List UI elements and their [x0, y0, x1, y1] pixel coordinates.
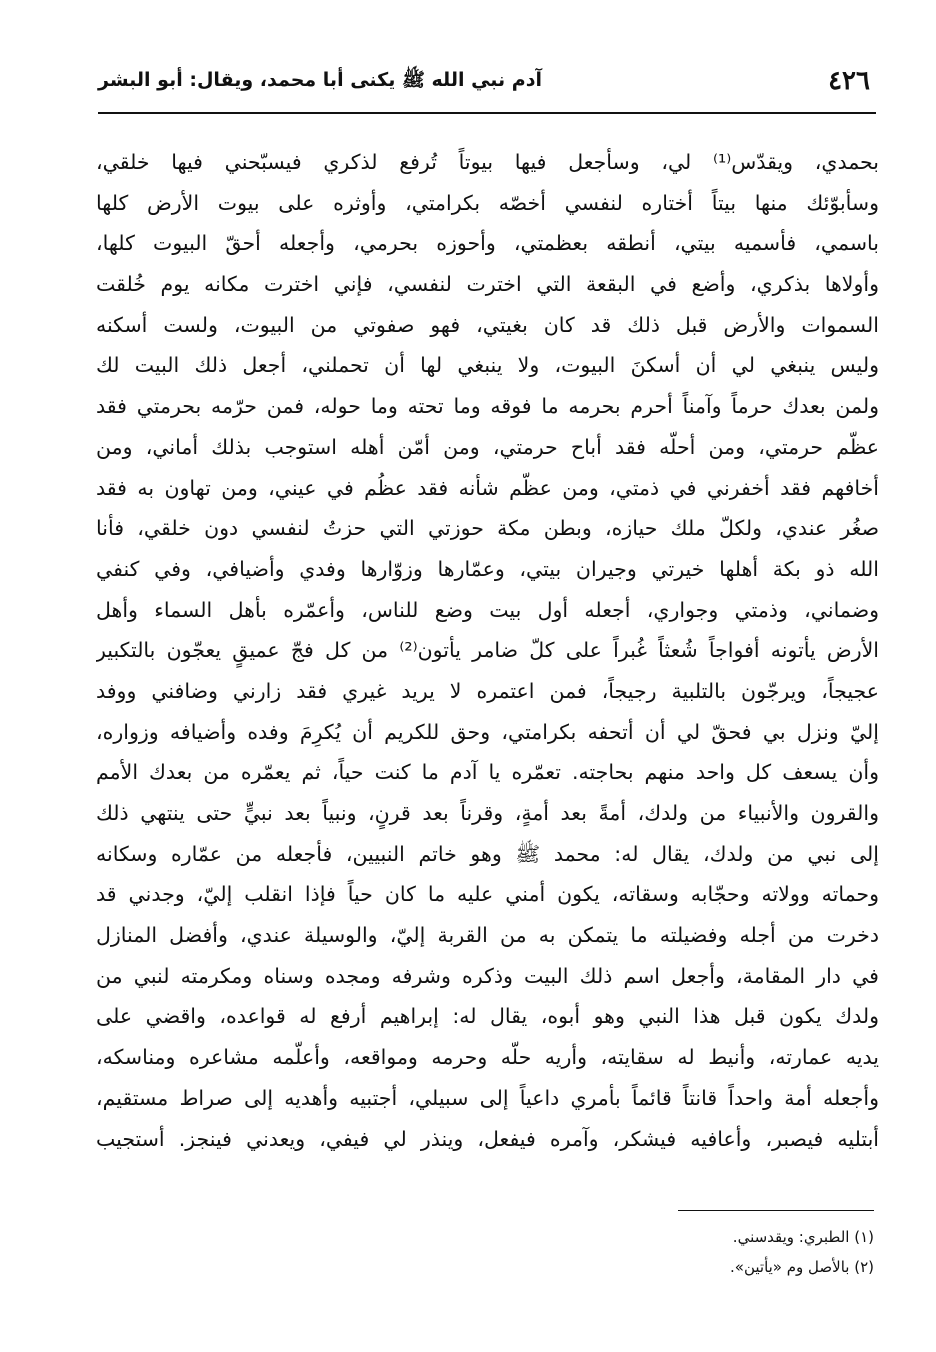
- text-line: أبتليه فيصبر، وأعافيه فيشكر، وآمره فيفعل، وينذر لي فيفي، ويعدني فينجز. أستجيب: [96, 1126, 879, 1151]
- text-line: وضماني، وذمتي وجواري، أجعله أول بيت وضع للناس، وأعمّره بأهل السماء وأهل: [96, 597, 879, 622]
- page-number: ٤٢٦: [828, 66, 870, 96]
- text-line: عجيجاً، ويرجّون بالتلبية رجيجاً، فمن اعتمره لا يريد غيري فقد زارني وضافني ووفد: [96, 678, 879, 703]
- text-line: وحماته وولاته وحجّابه وسقاته، يكون أمني عليه ما كان حياً فإذا انقلب إليّ، وجدني قد: [96, 882, 879, 907]
- page-header: [98, 62, 876, 114]
- text-line: بحمدي، ويقدّس⁽¹⁾ لي، وسأجعل فيها بيوتاً تُرفع لذكري فيسبّحني فيها خلقي،: [96, 150, 879, 174]
- text-line: عظّم حرمتي، ومن أحلّه فقد أباح حرمتي، ومن أمّن أهله استوجب بذلك أماني، ومن: [96, 434, 879, 459]
- text-line: إليّ ونزل بي فحقّ لي أن أتحفه بكرامتي، وحق للكريم أن يُكرِمَ وفده وأضيافه وزواره،: [96, 719, 879, 744]
- text-line: والقرون والأنبياء من ولدك، أمةً بعد أمةٍ، وقرناً بعد قرنٍ، ونبياً بعد نبيٍّ حتى ينتهي ذلك: [96, 801, 879, 825]
- text-line: الأرض يأتونه أفواجاً شُعثاً غُبراً على كلّ ضامر يأتون⁽²⁾ من كل فجّ عميقٍ يعجّون بالتكبير: [96, 638, 879, 663]
- text-line: وأن يسعف كل واحد منهم بحاجته. تعمّره يا آدم ما كنت حياً، ثم يعمّره من بعدك الأمم: [96, 760, 879, 785]
- text-line: أخافهم فقد أخفرني في ذمتي، ومن عظّم شأنه فقد عظُم في عيني، ومن تهاون به فقد: [96, 475, 879, 500]
- text-line: دخرت من أجله وفضيلته ما يتمكن به من القربة إليّ، والوسيلة عندي، وأفضل المنازل: [96, 923, 879, 948]
- text-line: صغُر عندي، ولكلّ ملك حيازه، وبطن مكة حوزتي التي حزتُ لنفسي دون خلقي، فأنا: [96, 516, 879, 541]
- text-line: ولمن بعدك حرماً وآمناً أحرم بحرمه ما فوقه وما تحته وما حوله، فمن حرّمه بحرمتي فقد: [96, 394, 879, 419]
- text-line: وأولاها بذكري، وأضع في البقعة التي اخترت لنفسي، فإني اخترت مكانه يوم خُلقت: [96, 272, 879, 297]
- footnote: (١) الطبري: ويقدسني.: [732, 1228, 874, 1246]
- footnotes: [374, 1222, 874, 1282]
- text-line: وليس ينبغي لي أن أسكنَ البيوت، ولا ينبغي لها أن تحملني، أجعل ذلك البيت لك: [96, 353, 879, 378]
- running-title: آدم نبي الله ﷺ يكنى أبا محمد، ويقال: أبو البشر: [98, 69, 542, 91]
- text-line: إلى نبي من ولدك، يقال له: محمد ﷺ وهو خاتم النبيين، فأجعله من عمّاره وسكانه: [96, 841, 879, 866]
- text-line: في دار المقامة، وأجعل اسم ذلك البيت وذكره وشرفه ومجده وسناه ومكرمته لنبي من: [96, 963, 879, 988]
- footnote-divider: [678, 1210, 874, 1211]
- text-line: وأجعله أمة واحداً قانتاً قائماً بأمري داعياً إلى سبيلي، أجتبيه وأهديه إلى صراط مستقيم،: [96, 1085, 879, 1110]
- text-line: باسمي، فأسميه بيتي، أنطقه بعظمتي، وأحوزه بحرمي، وأجعله أحقّ البيوت كلها،: [96, 231, 879, 256]
- main-text: [96, 142, 879, 1159]
- text-line: يديه عمارته، وأنيط له سقايته، وأريه حلّه وحرمه ومواقعه، وأعلّمه مشاعره ومناسكه،: [96, 1045, 879, 1070]
- text-line: الله ذو بكة أهلها خيرتي وجيران بيتي، وعمّارها وزوّارها وفدي وأضيافي، وفي كنفي: [96, 556, 879, 581]
- footnote: (٢) بالأصل وم «يأتين».: [730, 1258, 874, 1276]
- text-line: ولدك يكون قبل هذا النبي وهو أبوه، يقال له: إبراهيم أرفع له قواعده، واقضي على: [96, 1004, 879, 1029]
- text-line: وسأبوّئك منها بيتاً أختاره لنفسي أخصّه بكرامتي، وأوثره على بيوت الأرض كلها: [96, 190, 879, 215]
- text-line: السموات والأرض قبل ذلك قد كان بغيتي، فهو صفوتي من البيوت، ولست أسكنه: [96, 312, 879, 337]
